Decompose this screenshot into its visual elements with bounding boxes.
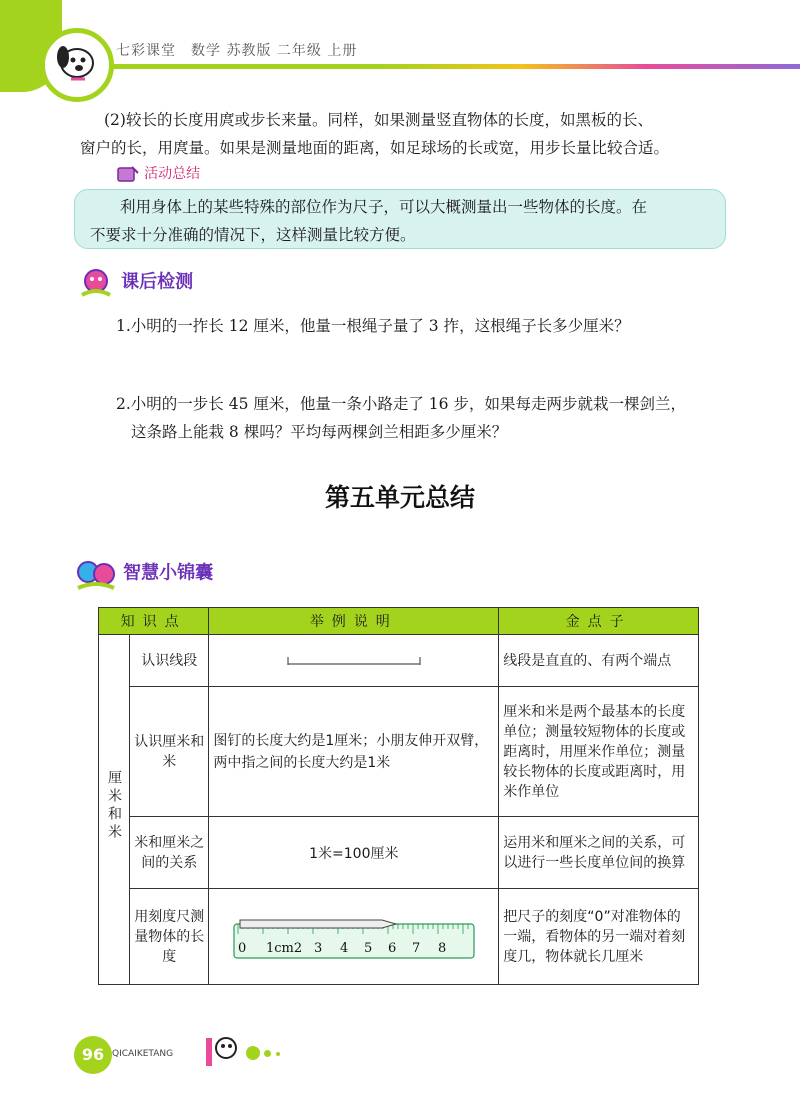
page-number: 96 [74,1036,112,1074]
header-title: 七彩课堂 数学 苏教版 二年级 上册 [116,43,358,59]
tip-cell: 把尺子的刻度“0”对准物体的一端，看物体的另一端对着刻度几，物体就长几厘米 [499,889,699,985]
header-tip: 金点子 [499,608,699,635]
tip-cell: 运用米和厘米之间的关系，可以进行一些长度单位间的换算 [499,817,699,889]
example-cell: 图钉的长度大约是1厘米；小朋友伸开双臂，两中指之间的长度大约是1米 [209,687,499,817]
table-row [99,817,699,889]
paragraph-line: 窗户的长，用庹量。如果是测量地面的距离，如足球场的长或宽，用步长量比较合适。 [80,139,670,157]
dog-mascot-icon [45,33,109,97]
footer-mascot [202,1030,242,1074]
top-paragraph [80,106,744,162]
cartoon-mascot-icon [76,265,116,301]
knowledge-table [98,607,699,985]
point-cell: 认识厘米和米 [130,687,209,817]
dog-pencil-icon [202,1030,242,1070]
decor-dot [246,1046,260,1060]
question-text: 1.小明的一拃长 12 厘米，他量一根绳子量了 3 拃，这根绳子长多少厘米？ [116,317,630,335]
activity-summary-text [90,193,720,249]
mascot-logo [40,28,114,102]
group-label-cell [99,635,130,985]
point-cell: 用刻度尺测量物体的长度 [130,889,209,985]
summary-line: 不要求十分准确的情况下，这样测量比较方便。 [90,226,416,244]
header-knowledge: 知识点 [99,608,209,635]
tip-cell: 线段是直直的、有两个端点 [499,635,699,687]
summary-line: 利用身体上的某些特殊的部位作为尺子，可以大概测量出一些物体的长度。在 [120,198,648,216]
ruler-label: 4 [339,940,349,956]
ruler-figure [232,914,476,960]
question-text: 2.小明的一步长 45 厘米，他量一条小路走了 16 步，如果每走两步就栽一棵剑兰， [116,395,686,413]
question-text: 这条路上能栽 8 棵吗？平均每两棵剑兰相距多少厘米？ [131,423,508,441]
paragraph-line: (2)较长的长度用庹或步长来量。同样，如果测量竖直物体的长度，如黑板的长、 [104,111,653,129]
question-1 [116,312,736,340]
unit-title: 第五单元总结 [324,483,475,512]
activity-summary-heading [117,163,200,183]
example-cell [209,635,499,687]
after-class-heading [76,265,193,301]
header-example: 举例说明 [209,608,499,635]
table-row [99,635,699,687]
table-row [99,889,699,985]
group-label: 厘米和米 [106,770,123,842]
after-class-title: 课后检测 [121,271,194,293]
ruler-label: 5 [363,940,373,956]
ruler-label: 8 [437,940,447,956]
line-segment-figure [284,654,424,668]
example-cell: 1米=100厘米 [209,817,499,889]
footer-brand: QICAIKETANG [112,1049,174,1059]
table-row [99,687,699,817]
tip-cell: 厘米和米是两个最基本的长度单位；测量较短物体的长度或距离时，用厘米作单位；测量较长物体的长度或距离时，用米作单位 [499,687,699,817]
activity-summary-title: 活动总结 [144,166,201,182]
wisdom-heading [74,556,213,592]
notebook-icon [117,165,139,183]
ruler-label: 7 [411,940,421,956]
ruler-label: 0 [237,940,247,956]
ruler-label: 1cm2 [265,940,302,956]
point-cell: 认识线段 [130,635,209,687]
decor-dot [276,1052,280,1056]
example-cell [209,889,499,985]
pencil-icon [240,920,396,928]
ruler-label: 6 [387,940,397,956]
point-cell: 米和厘米之间的关系 [130,817,209,889]
cartoon-duo-icon [74,556,118,592]
decor-dot [264,1050,271,1057]
header-rainbow-line [100,64,800,69]
wisdom-title: 智慧小锦囊 [123,562,214,584]
ruler-label: 3 [313,940,323,956]
table-header-row [99,608,699,635]
question-2 [116,390,736,446]
